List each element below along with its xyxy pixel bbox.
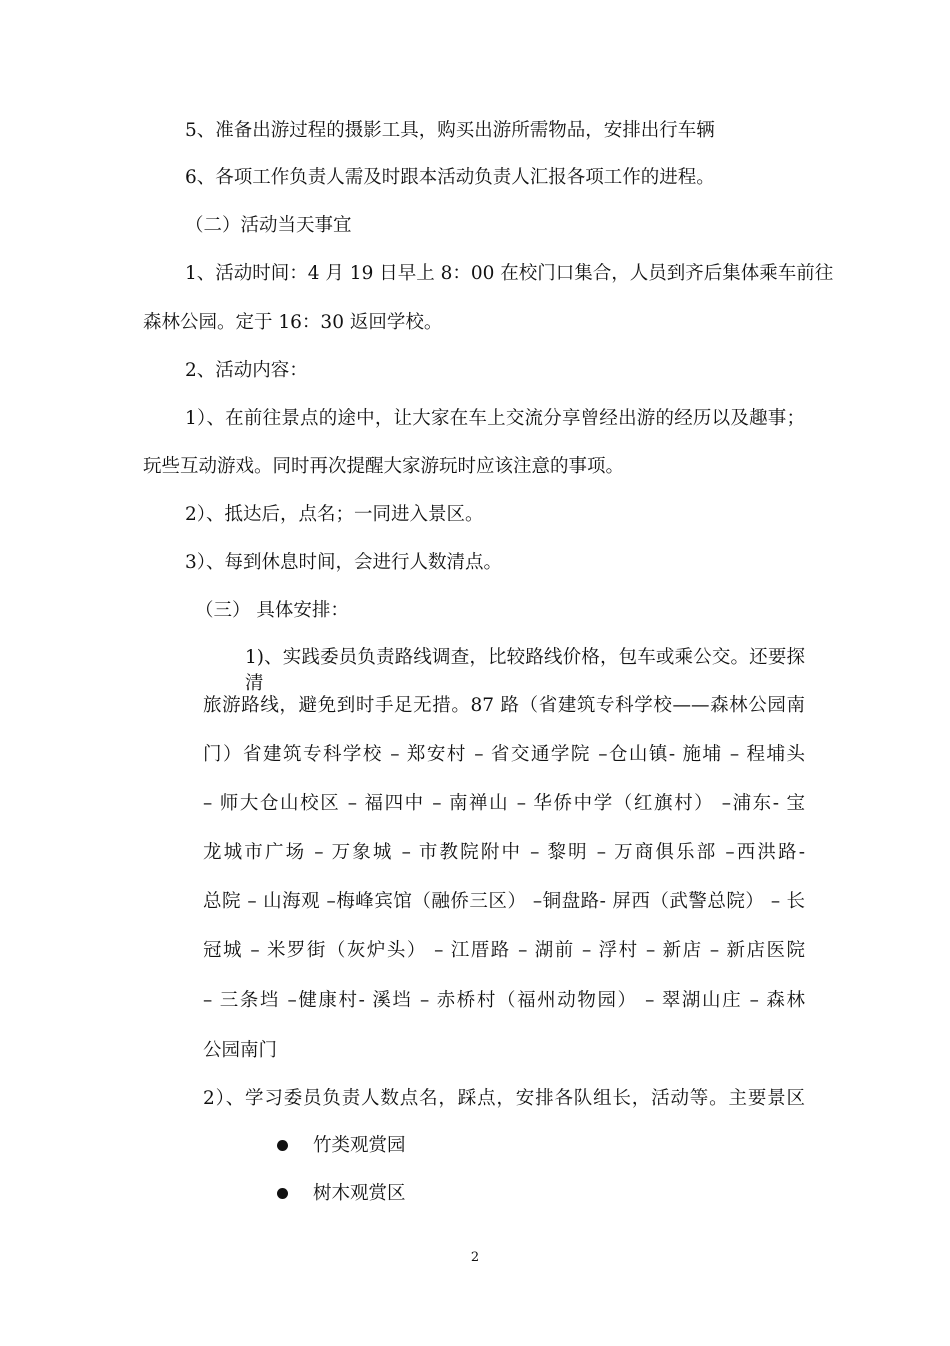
bullet-dot-icon	[277, 1188, 288, 1199]
sub-item-1-on-the-way-cont: 玩些互动游戏。同时再次提醒大家游玩时应该注意的事项。	[143, 456, 625, 477]
item-1-activity-time-cont: 森林公园。定于 16：30 返回学校。	[143, 312, 443, 333]
bullet-item-bamboo-garden: 竹类观赏园	[313, 1135, 406, 1156]
item-2-activity-content: 2、活动内容：	[185, 360, 308, 381]
route-paragraph-line-7: 冠城 – 米罗街（灰炉头） – 江厝路 – 湖前 – 浮村 – 新店 – 新店医院	[203, 940, 805, 961]
route-paragraph-line-9: 公园南门	[203, 1040, 278, 1061]
study-committee-task: 2）、学习委员负责人数点名，踩点，安排各队组长，活动等。主要景区	[203, 1088, 805, 1109]
route-paragraph-line-6: 总院 – 山海观 –梅峰宾馆（融侨三区） –铜盘路- 屏西（武警总院） – 长	[203, 891, 805, 912]
section-heading-activity-day: （二）活动当天事宜	[185, 215, 352, 236]
route-paragraph-line-1: 1)、实践委员负责路线调查，比较路线价格，包车或乘公交。还要探清	[245, 647, 805, 694]
item-5-prepare-tools: 5、准备出游过程的摄影工具，购买出游所需物品，安排出行车辆	[185, 120, 715, 141]
route-paragraph-line-5: 龙城市广场 – 万象城 – 市教院附中 – 黎明 – 万商俱乐部 –西洪路-	[203, 842, 805, 863]
sub-item-1-on-the-way: 1）、在前往景点的途中，让大家在车上交流分享曾经出游的经历以及趣事；	[185, 408, 805, 429]
route-paragraph-line-4: – 师大仓山校区 – 福四中 – 南禅山 – 华侨中学（红旗村） –浦东- 宝	[203, 793, 805, 814]
route-paragraph-line-8: – 三条垱 –健康村- 溪垱 – 赤桥村（福州动物园） – 翠湖山庄 – 森林	[203, 990, 805, 1011]
sub-item-3-headcount: 3）、每到休息时间，会进行人数清点。	[185, 552, 503, 573]
page-number: 2	[470, 1250, 480, 1265]
section-heading-arrangement: （三） 具体安排：	[195, 600, 349, 621]
route-paragraph-line-3: 门）省建筑专科学校 – 郑安村 – 省交通学院 –仓山镇- 施埔 – 程埔头	[203, 744, 805, 765]
route-paragraph-line-2: 旅游路线，避免到时手足无措。87 路（省建筑专科学校——森林公园南	[203, 695, 805, 716]
item-1-activity-time: 1、活动时间：4 月 19 日早上 8：00 在校门口集合，人员到齐后集体乘车前往	[185, 263, 834, 284]
bullet-item-tree-area: 树木观赏区	[313, 1183, 406, 1204]
item-6-report-progress: 6、各项工作负责人需及时跟本活动负责人汇报各项工作的进程。	[185, 167, 715, 188]
bullet-dot-icon	[277, 1140, 288, 1151]
sub-item-2-arrival: 2）、抵达后，点名；一同进入景区。	[185, 504, 484, 525]
